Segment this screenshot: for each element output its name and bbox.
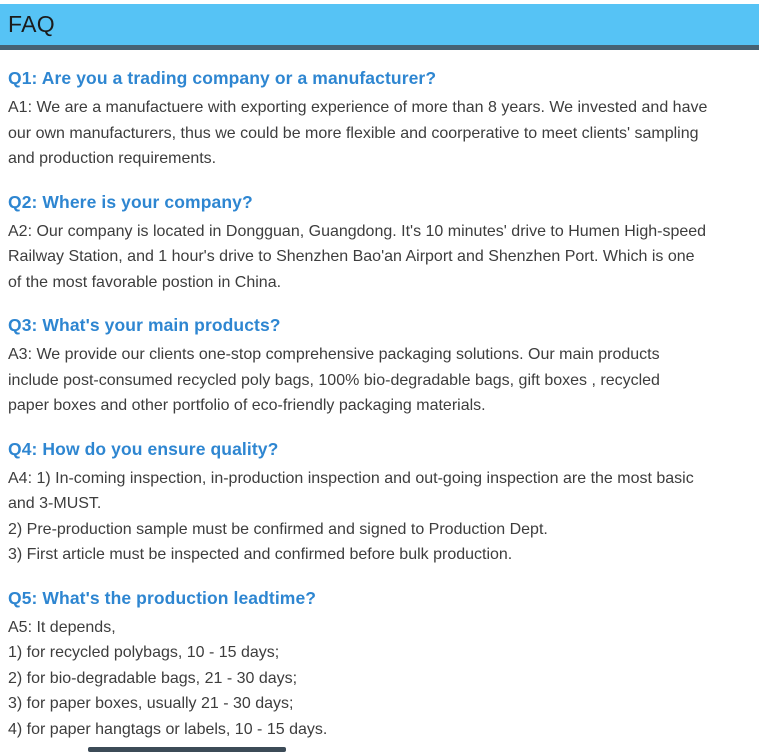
faq-answer-line: and production requirements. [8, 150, 217, 167]
faq-item [8, 315, 755, 419]
faq-answer-line: A4: 1) In-coming inspection, in-production inspection and out-going inspection are the most basic [8, 469, 694, 487]
faq-answer-line: of the most favorable postion in China. [8, 273, 282, 291]
faq-question: Q2: Where is your company? [8, 191, 253, 212]
faq-answer-line: 3) First article must be inspected and confirmed before bulk production. [8, 546, 513, 563]
faq-item [8, 192, 755, 296]
faq-answer-line: 4) for paper hangtags or labels, 10 - 15 days. [8, 720, 328, 738]
faq-answer [8, 466, 755, 568]
faq-answer-line: A2: Our company is located in Dongguan, Guangdong. It's 10 minutes' drive to Humen High-speed [8, 222, 707, 240]
faq-question: Q5: What's the production leadtime? [8, 587, 317, 608]
faq-answer [8, 219, 755, 296]
faq-question: Q3: What's your main products? [8, 315, 281, 335]
faq-answer-line: 2) for bio-degradable bags, 21 - 30 days; [8, 669, 298, 687]
page-title: FAQ [8, 11, 55, 37]
faq-item [8, 439, 755, 568]
faq-answer-line: 2) Pre-production sample must be confirmed and signed to Production Dept. [8, 520, 548, 538]
faq-question: Q1: Are you a trading company or a manufacturer? [8, 68, 437, 88]
faq-content [0, 50, 765, 742]
faq-answer-line: 1) for recycled polybags, 10 - 15 days; [8, 644, 280, 661]
faq-answer-line: our own manufacturers, thus we could be more flexible and coorperative to meet clients' sampling [8, 124, 699, 142]
faq-item [8, 588, 755, 743]
faq-answer-line: A1: We are a manufactuere with exporting experience of more than 8 years. We invested and have [8, 99, 708, 116]
faq-answer [8, 342, 755, 419]
faq-question: Q4: How do you ensure quality? [8, 438, 279, 459]
faq-answer-line: 3) for paper boxes, usually 21 - 30 days; [8, 695, 294, 712]
faq-answer-line: include post-consumed recycled poly bags, 100% bio-degradable bags, gift boxes , recycled [8, 371, 660, 389]
faq-answer [8, 95, 755, 172]
faq-answer-line: A3: We provide our clients one-stop comprehensive packaging solutions. Our main products [8, 346, 660, 363]
faq-answer-line: and 3-MUST. [8, 495, 102, 512]
faq-answer [8, 615, 755, 743]
faq-answer-line: A5: It depends, [8, 618, 116, 636]
faq-answer-line: paper boxes and other portfolio of eco-friendly packaging materials. [8, 397, 486, 414]
faq-section-header [0, 4, 759, 50]
faq-item [8, 68, 755, 172]
faq-answer-line: Railway Station, and 1 hour's drive to Shenzhen Bao'an Airport and Shenzhen Port. Which is one [8, 248, 695, 265]
